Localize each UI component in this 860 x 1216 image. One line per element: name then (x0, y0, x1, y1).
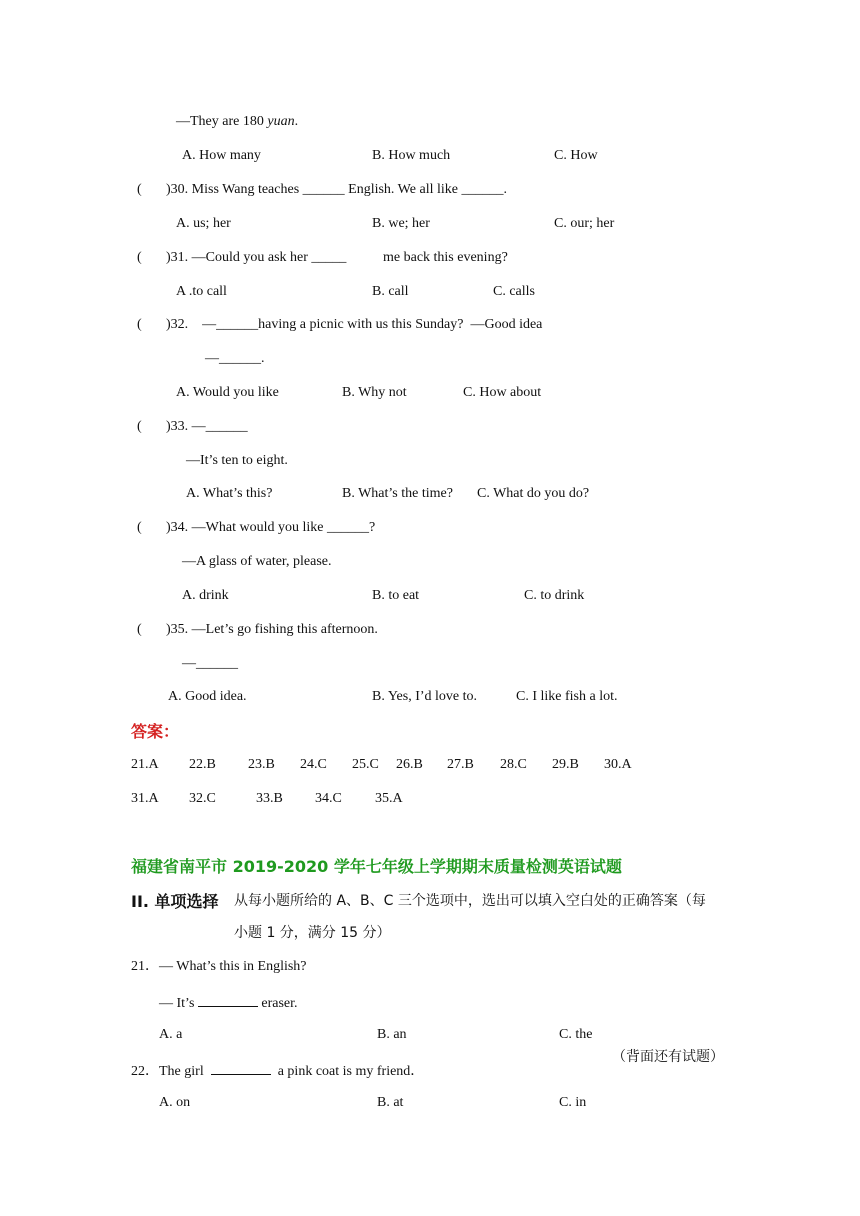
section-instructions-cont: 小题 1 分，满分 15 分） (234, 925, 391, 941)
answer-item: 31.A (131, 791, 159, 806)
answer-item: 33.B (256, 791, 283, 806)
q32-option-b: B. Why not (342, 385, 407, 400)
back-page-note: （背面还有试题） (612, 1049, 724, 1065)
q35-line2: —______ (182, 656, 238, 671)
q29-option-b: B. How much (372, 148, 451, 163)
q33-line2: —It’s ten to eight. (186, 453, 288, 468)
answer-item: 35.A (375, 791, 403, 806)
answer-item: 34.C (315, 791, 342, 806)
q31-stem: )31. —Could you ask her _____ (166, 250, 347, 265)
q34-paren: ( (137, 520, 142, 535)
q22-blank (211, 1060, 271, 1075)
q33-option-c: C. What do you do? (477, 486, 590, 501)
answer-item: 25.C (352, 757, 379, 772)
q29-option-c: C. How (554, 148, 598, 163)
q31-stem-end: me back this evening? (383, 250, 508, 265)
q32-option-c: C. How about (463, 385, 542, 400)
q21-line2: — It’s eraser. (159, 992, 298, 1013)
q32-option-a: A. Would you like (176, 385, 279, 400)
q30-option-b: B. we; her (372, 216, 430, 231)
answer-item: 30.A (604, 757, 632, 772)
q31-option-a: A .to call (176, 284, 227, 299)
q22-stem: 22．The girl a pink coat is my friend． (131, 1060, 424, 1081)
q35-paren: ( (137, 622, 142, 637)
q21-option-c: C. the (559, 1027, 593, 1042)
section-instructions: 从每小题所给的 A、B、C 三个选项中，选出可以填入空白处的正确答案（每 (234, 893, 706, 909)
answer-item: 22.B (189, 757, 216, 772)
q33-option-a: A. What’s this? (186, 486, 273, 501)
q33-stem: )33. —______ (166, 419, 248, 434)
q21-blank (198, 992, 258, 1007)
q29-answer-line: —They are 180 yuan. (176, 114, 299, 129)
q34-option-a: A. drink (182, 588, 229, 603)
exam-title: 福建省南平市 2019-2020 学年七年级上学期期末质量检测英语试题 (131, 857, 622, 876)
q31-paren: ( (137, 250, 142, 265)
q33-option-b: B. What’s the time? (342, 486, 453, 501)
q35-option-a: A. Good idea. (168, 689, 247, 704)
q35-option-c: C. I like fish a lot. (516, 689, 618, 704)
q22-option-a: A. on (159, 1095, 191, 1110)
q34-option-b: B. to eat (372, 588, 420, 603)
answer-item: 21.A (131, 757, 159, 772)
q22-option-c: C. in (559, 1095, 587, 1110)
answer-item: 29.B (552, 757, 579, 772)
q31-option-b: B. call (372, 284, 409, 299)
answer-item: 23.B (248, 757, 275, 772)
q35-stem: )35. —Let’s go fishing this afternoon. (166, 622, 378, 637)
answer-item: 32.C (189, 791, 216, 806)
q22-option-b: B. at (377, 1095, 404, 1110)
answers-title: 答案： (131, 722, 180, 741)
answer-item: 24.C (300, 757, 327, 772)
q31-option-c: C. calls (493, 284, 535, 299)
q34-stem: )34. —What would you like ______? (166, 520, 376, 535)
answer-item: 28.C (500, 757, 527, 772)
q35-option-b: B. Yes, I’d love to. (372, 689, 478, 704)
answer-item: 27.B (447, 757, 474, 772)
q30-stem: )30. Miss Wang teaches ______ English. We all like ______. (166, 182, 507, 197)
q33-paren: ( (137, 419, 142, 434)
q30-option-a: A. us; her (176, 216, 231, 231)
q32-line2: —______. (205, 351, 265, 366)
q29-option-a: A. How many (182, 148, 261, 163)
q32-stem: )32. —______having a picnic with us this Sunday? —Good idea (166, 317, 543, 332)
q21-option-a: A. a (159, 1027, 183, 1042)
q21-option-b: B. an (377, 1027, 407, 1042)
q30-option-c: C. our; her (554, 216, 615, 231)
section-heading: II. 单项选择 (131, 892, 219, 911)
q30-paren: ( (137, 182, 142, 197)
q32-paren: ( (137, 317, 142, 332)
q21-stem: 21．— What’s this in English? (131, 959, 307, 974)
q34-line2: —A glass of water, please. (182, 554, 332, 569)
answer-item: 26.B (396, 757, 423, 772)
q34-option-c: C. to drink (524, 588, 585, 603)
